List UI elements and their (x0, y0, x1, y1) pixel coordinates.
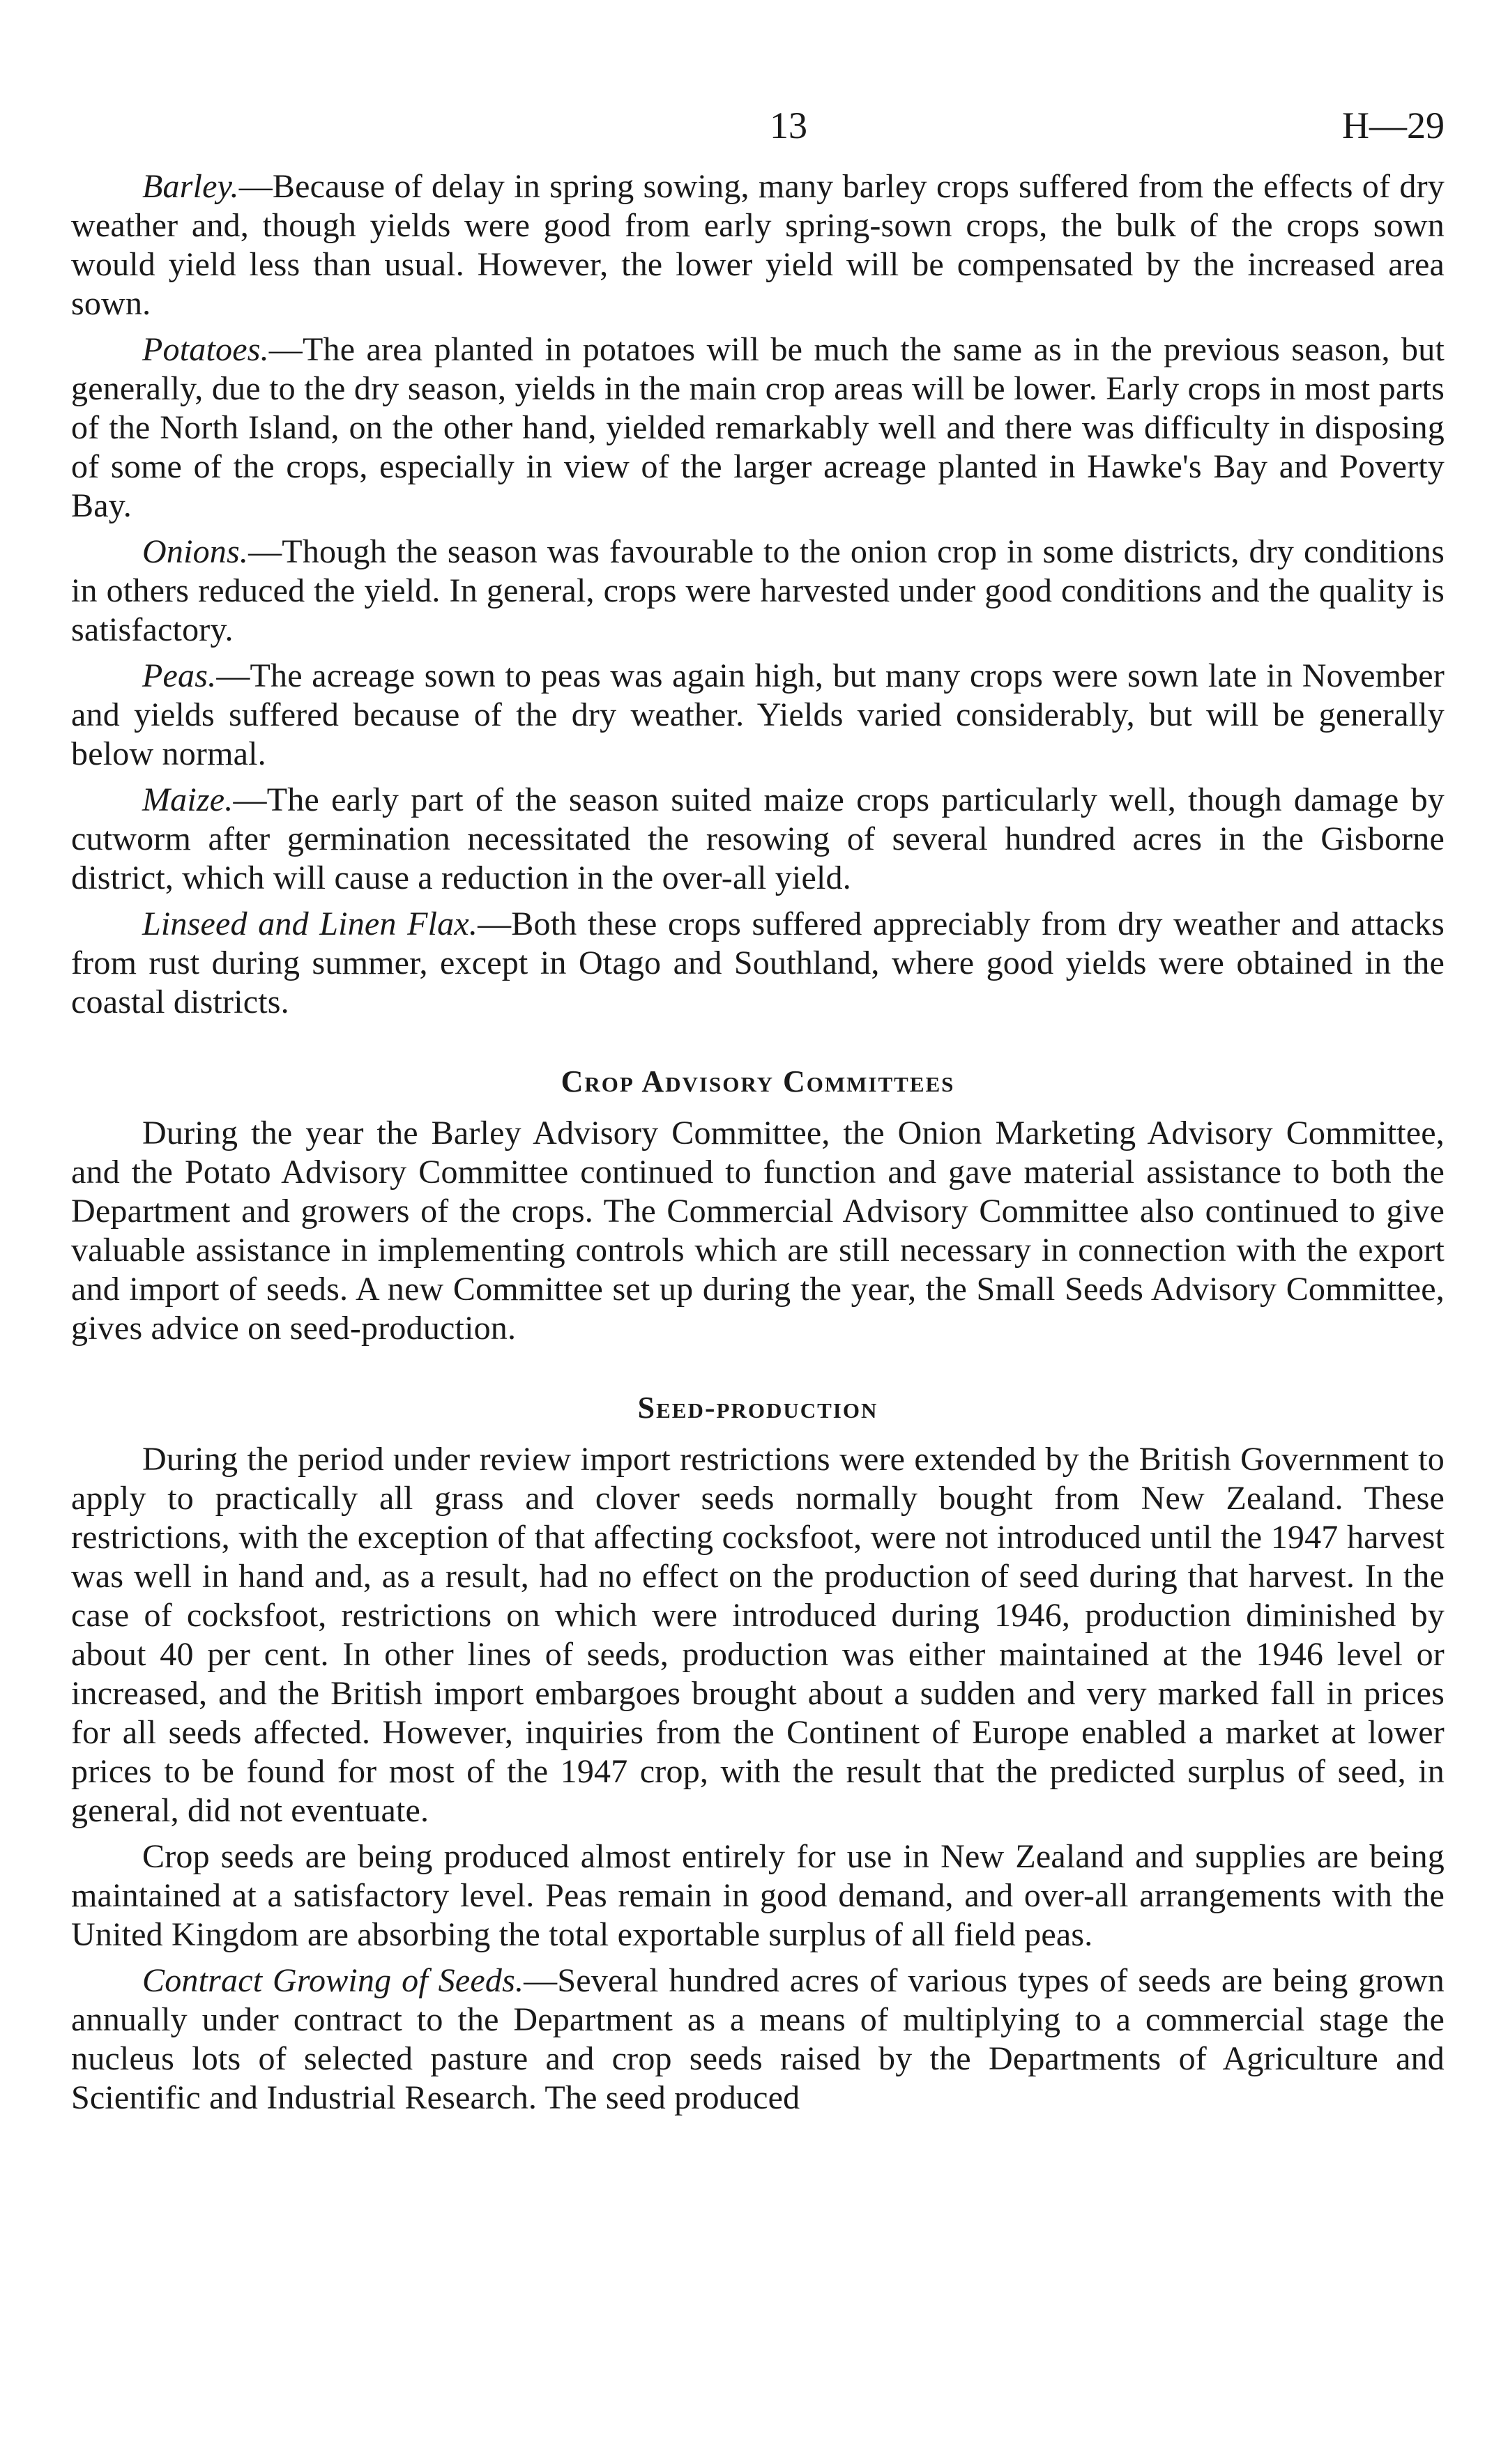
paragraph-seed-production-2: Crop seeds are being produced almost entirely for use in New Zealand and supplies are being maintained at a satisfactory level. Peas remain in good demand, and over-all arrangements with the United Kingdom are absorbing the total exportable surplus of all field peas. (71, 1838, 1445, 1953)
paragraph-crop-advisory: During the year the Barley Advisory Committee, the Onion Marketing Advisory Committee, and the Potato Advisory Committee continued to function and gave material assistance to both the Department and growers of the crops. The Commercial Advisory Committee also continued to give valuable assistance in implementing controls which are still necessary in connection with the export and import of seeds. A new Committee set up during the year, the Small Seeds Advisory Committee, gives advice on seed-production. (71, 1115, 1445, 1347)
paragraph-contract-growing (71, 1961, 1445, 2118)
document-page (71, 105, 1445, 2125)
crop-title-potatoes: Potatoes. (142, 331, 269, 368)
contract-title: Contract Growing of Seeds. (142, 1962, 524, 1999)
section-heading-seed-production: Seed-production (637, 1391, 878, 1425)
crop-title-barley: Barley. (142, 168, 239, 205)
crop-title-onions: Onions. (142, 533, 249, 570)
paragraph-onions (71, 533, 1445, 650)
crop-title-linseed-flax: Linseed and Linen Flax. (142, 905, 478, 942)
paragraph-barley (71, 167, 1445, 323)
crop-text-peas: —The acreage sown to peas was again high, but many crops were sown late in November and yields suffered because of the dry weather. Yields varied considerably, but will be generally below normal. (71, 657, 1445, 772)
crop-title-maize: Maize. (142, 781, 234, 818)
crop-text-barley: —Because of delay in spring sowing, many barley crops suffered from the effects of dry weather and, though yields were good from early spring-sown crops, the bulk of the crops sown would yield less than usual. However, the lower yield will be compensated by the increased area sown. (71, 168, 1445, 322)
contract-text: —Several hundred acres of various types of seeds are being grown annually under contract to the Department as a means of multiplying to a commercial stage the nucleus lots of selected pasture and crop seeds raised by the Departments of Agriculture and Scientific and Industrial Research. The seed produced (71, 1962, 1445, 2116)
crop-text-onions: —Though the season was favourable to the onion crop in some districts, dry conditions in others reduced the yield. In general, crops were harvested under good conditions and the quality is satisfactory. (71, 533, 1445, 648)
paragraph-peas (71, 657, 1445, 774)
crop-title-peas: Peas. (142, 657, 217, 694)
section-heading-crop-advisory: Crop Advisory Committees (561, 1064, 955, 1099)
crop-text-potatoes: —The area planted in potatoes will be much the same as in the previous season, but generally, due to the dry season, yields in the main crop areas will be lower. Early crops in most parts of the North Island, on the other hand, yielded remarkably well and there was difficulty in disposing of some of the crops, especially in view of the larger acreage planted in Hawke's Bay and Poverty Bay. (71, 331, 1445, 524)
page-header (71, 105, 1445, 167)
crop-text-maize: —The early part of the season suited maize crops particularly well, though damage by cutworm after germination necessitated the resowing of several hundred acres in the Gisborne district, which will cause a reduction in the over-all yield. (71, 781, 1445, 896)
paragraph-maize (71, 781, 1445, 898)
crop-text-linseed-flax: —Both these crops suffered appreciably from dry weather and attacks from rust during summer, except in Otago and Southland, where good yields were obtained in the coastal districts. (71, 905, 1445, 1020)
document-code: H—29 (1342, 105, 1445, 146)
paragraph-linseed-flax (71, 905, 1445, 1022)
paragraph-potatoes (71, 330, 1445, 526)
paragraph-seed-production-1: During the period under review import restrictions were extended by the British Government to apply to practically all grass and clover seeds normally bought from New Zealand. These restrictions, with the exception of that affecting cocksfoot, were not introduced until the 1947 harvest was well in hand and, as a result, had no effect on the production of seed during that harvest. In the case of cocksfoot, restrictions on which were introduced during 1946, production diminished by about 40 per cent. In other lines of seeds, production was either maintained at the 1946 level or increased, and the British import embargoes brought about a sudden and very marked fall in prices for all seeds affected. However, inquiries from the Continent of Europe enabled a market at lower prices to be found for most of the 1947 crop, with the result that the predicted surplus of seed, in general, did not eventuate. (71, 1441, 1445, 1829)
page-number: 13 (770, 105, 807, 146)
